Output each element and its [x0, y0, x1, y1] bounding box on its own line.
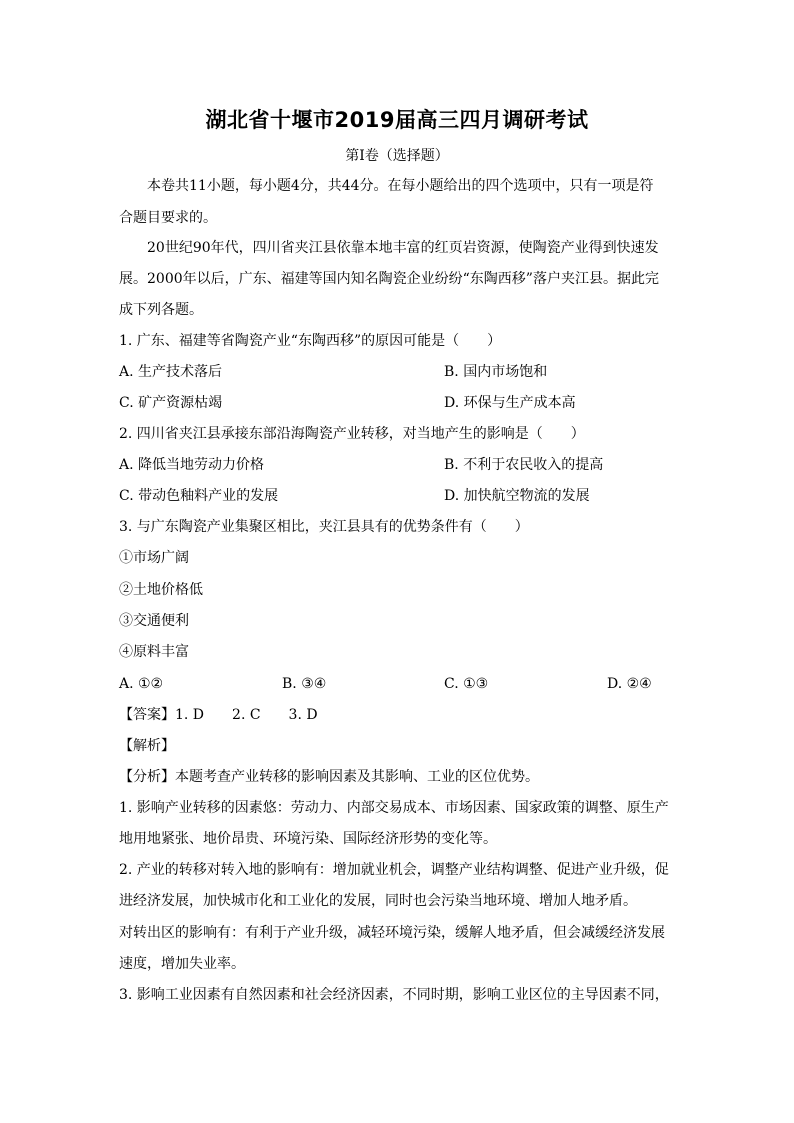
- option-c: C. 矿产资源枯竭: [119, 395, 223, 411]
- option-b: B. ③④: [282, 676, 327, 692]
- option-c: C. ①③: [444, 676, 489, 692]
- analysis-heading: 【解析】: [119, 738, 175, 754]
- option-b: B. 不利于农民收入的提高: [444, 457, 604, 473]
- question-stem: 2. 四川省夹江县承接东部沿海陶瓷产业转移，对当地产生的影响是（ ）: [119, 426, 585, 442]
- question-stem: 1. 广东、福建等省陶瓷产业“东陶西移”的原因可能是（ ）: [119, 333, 502, 349]
- option-d: D. ②④: [607, 676, 652, 692]
- section-title: 第Ⅰ卷（选择题）: [345, 148, 449, 164]
- option-d: D. 环保与生产成本高: [444, 395, 576, 411]
- option-b: B. 国内市场饱和: [444, 364, 548, 380]
- analysis-line: 1. 影响产业转移的因素悠：劳动力、内部交易成本、市场因素、国家政策的调整、原生产: [119, 800, 669, 816]
- answer-line: 【答案】1. D 2. C 3. D: [119, 707, 318, 723]
- passage-line: 成下列各题。: [119, 302, 203, 318]
- analysis-line: 地用地紧张、地价昂贵、环境污染、国际经济形势的变化等。: [119, 831, 497, 847]
- analysis-line: 【分析】本题考查产业转移的影响因素及其影响、工业的区位优势。: [119, 769, 539, 785]
- passage-line: 展。2000年以后，广东、福建等国内知名陶瓷企业纷纷“东陶西移”落户夹江县。据此完: [119, 271, 659, 287]
- analysis-line: 对转出区的影响有：有利于产业升级，减轻环境污染，缓解人地矛盾，但会减缓经济发展: [119, 925, 665, 941]
- analysis-line: 速度，增加失业率。: [119, 956, 245, 972]
- analysis-line: 进经济发展，加快城市化和工业化的发展，同时也会污染当地环境、增加人地矛盾。: [119, 893, 637, 909]
- passage-line: 20世纪90年代，四川省夹江县依靠本地丰富的红页岩资源，使陶瓷产业得到快速发: [147, 240, 659, 256]
- option-a: A. ①②: [119, 676, 164, 692]
- option-c: C. 带动色釉料产业的发展: [119, 488, 279, 504]
- condition-item: ①市场广阔: [119, 550, 189, 566]
- condition-item: ②土地价格低: [119, 582, 203, 598]
- option-d: D. 加快航空物流的发展: [444, 488, 590, 504]
- analysis-line: 3. 影响工业因素有自然因素和社会经济因素，不同时期，影响工业区位的主导因素不同，: [119, 987, 669, 1003]
- intro-line: 合题目要求的。: [119, 210, 217, 226]
- condition-item: ④原料丰富: [119, 644, 189, 660]
- option-a: A. 生产技术落后: [119, 364, 223, 380]
- intro-line: 本卷共11小题，每小题4分，共44分。在每小题给出的四个选项中，只有一项是符: [147, 178, 654, 194]
- condition-item: ③交通便利: [119, 613, 189, 629]
- analysis-line: 2. 产业的转移对转入地的影响有：增加就业机会，调整产业结构调整、促进产业升级，促: [119, 862, 669, 878]
- question-stem: 3. 与广东陶瓷产业集聚区相比，夹江县具有的优势条件有（ ）: [119, 519, 529, 535]
- option-a: A. 降低当地劳动力价格: [119, 457, 265, 473]
- page-title: 湖北省十堰市2019届高三四月调研考试: [205, 108, 589, 132]
